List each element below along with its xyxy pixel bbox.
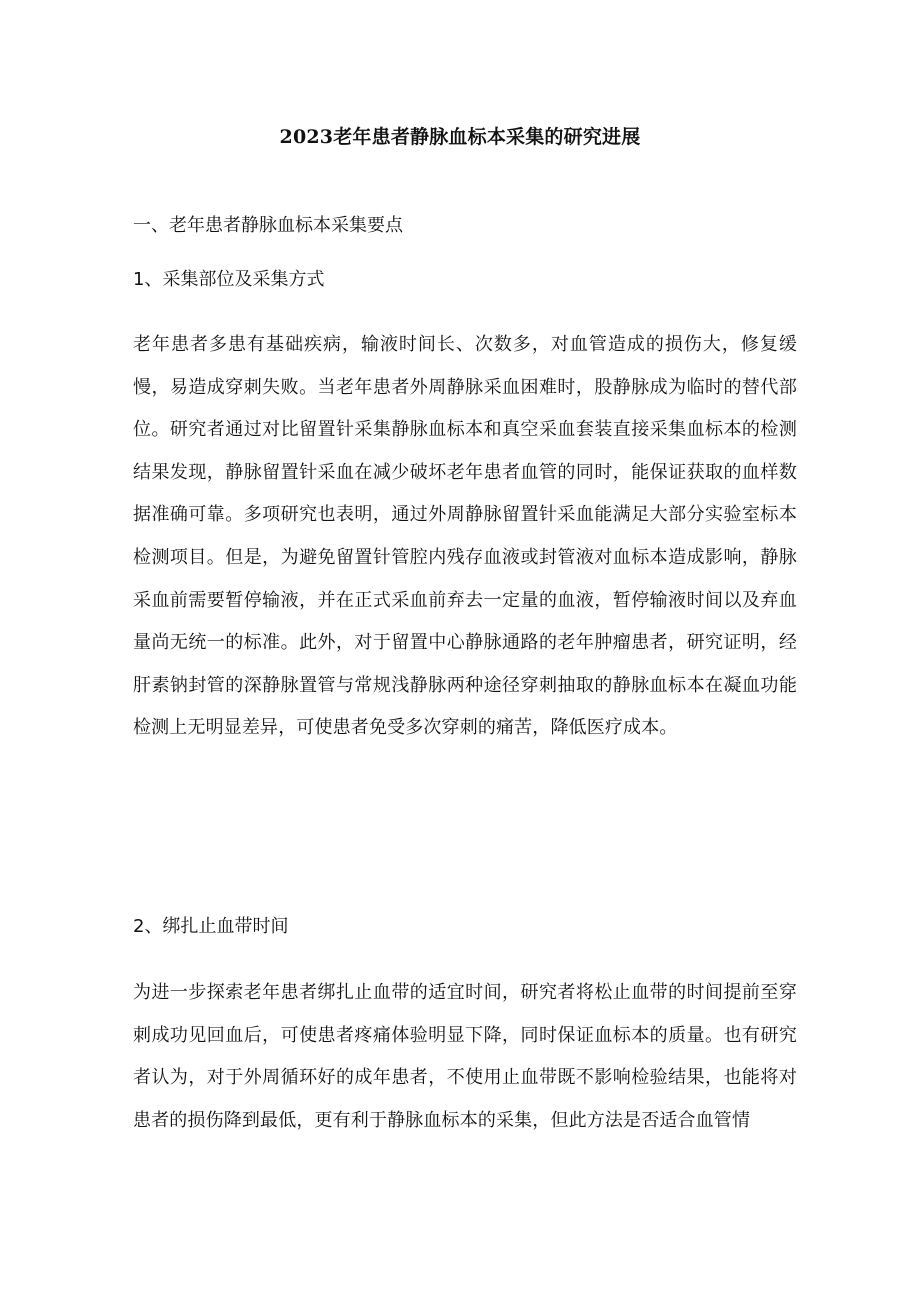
subsection-heading-1: 1、采集部位及采集方式 xyxy=(133,269,325,290)
paragraph-collection-methods: 老年患者多患有基础疾病，输液时间长、次数多，对血管造成的损伤大，修复缓慢，易造成穿刺失败。当老年患者外周静脉采血困难时，股静脉成为临时的替代部位。研究者通过对比留置针采集静脉血标本和真空采血套装直接采集血标本的检测结果发现，静脉留置针采血在减少破坏老年患者血管的同时，能保证获取的血样数据准确可靠。多项研究也表明，通过外周静脉留置针采血能满足大部分实验室标本检测项目。但是，为避免留置针管腔内残存血液或封管液对血标本造成影响，静脉采血前需要暂停输液，并在正式采血前弃去一定量的血液，暂停输液时间以及弃血量尚无统一的标准。此外，对于留置中心静脉通路的老年肿瘤患者，研究证明，经肝素钠封管的深静脉置管与常规浅静脉两种途径穿刺抽取的静脉血标本在凝血功能检测上无明显差异，可使患者免受多次穿刺的痛苦，降低医疗成本。 xyxy=(133,334,797,739)
subsection-heading-2: 2、绑扎止血带时间 xyxy=(133,916,289,937)
paragraph-tourniquet-time: 为进一步探索老年患者绑扎止血带的适宜时间，研究者将松止血带的时间提前至穿刺成功见回血后，可使患者疼痛体验明显下降，同时保证血标本的质量。也有研究者认为，对于外周循环好的成年患者，不使用止血带既不影响检验结果，也能将对患者的损伤降到最低，更有利于静脉血标本的采集，但此方法是否适合血管情 xyxy=(133,982,797,1131)
document-title: 2023老年患者静脉血标本采集的研究进展 xyxy=(279,126,641,148)
section-heading-1: 一、老年患者静脉血标本采集要点 xyxy=(133,215,403,236)
